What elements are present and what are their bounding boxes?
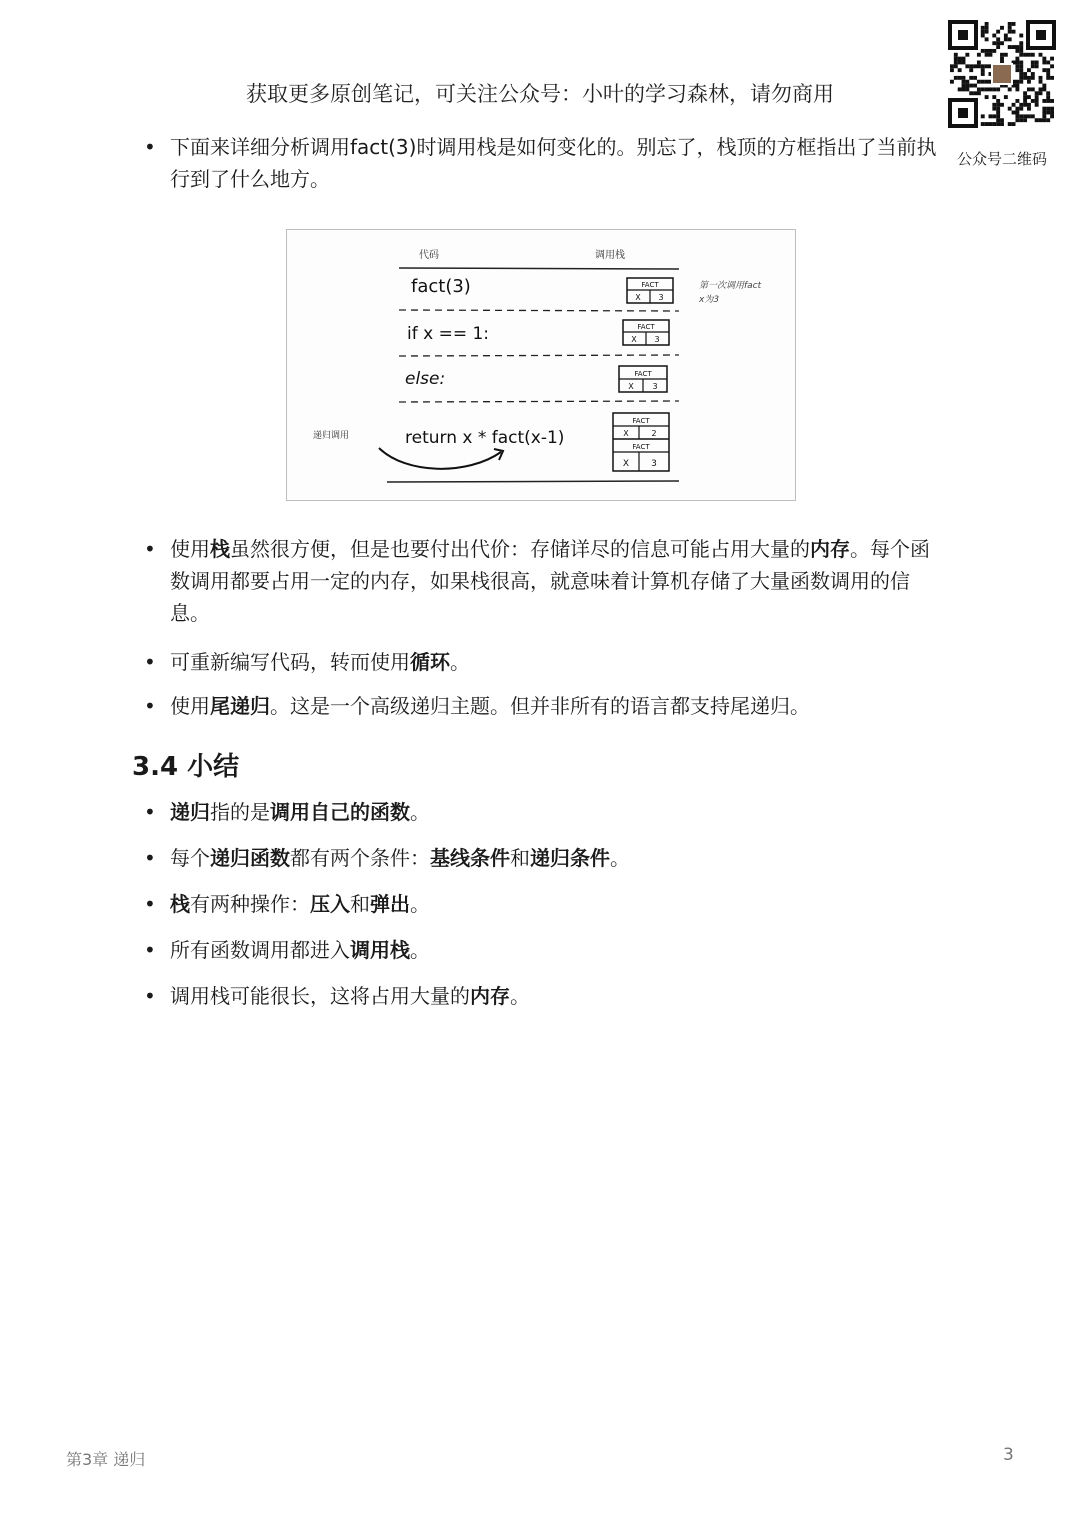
qr-module [1050, 107, 1054, 111]
qr-module [989, 49, 993, 53]
frame-label: FACT [632, 417, 650, 425]
qr-module [954, 57, 958, 61]
bullet-loop [170, 646, 940, 678]
text: 。 [410, 938, 430, 962]
summary-item [170, 888, 940, 920]
intro-text: 下面来详细分析调用fact(3)时调用栈是如何变化的。别忘了，栈顶的方框指出了当前执行到了什么地方。 [170, 135, 937, 191]
qr-module [954, 76, 958, 80]
qr-module [996, 103, 1000, 107]
bullet-cost [170, 533, 940, 629]
qr-module [1046, 107, 1050, 111]
frame-var: X [631, 335, 637, 344]
text: 指的是 [210, 800, 270, 824]
frame-value: 3 [658, 293, 664, 302]
qr-module [996, 111, 1000, 115]
text: 。 [510, 984, 530, 1008]
qr-module [1031, 53, 1035, 57]
qr-module [992, 49, 996, 53]
qr-module [1046, 118, 1050, 122]
stack-frame-double [613, 413, 669, 471]
frame-value: 3 [652, 382, 658, 391]
qr-module [1050, 114, 1054, 118]
qr-module [1012, 111, 1016, 115]
qr-module [1012, 103, 1016, 107]
qr-module [1042, 68, 1046, 72]
qr-module [965, 80, 969, 84]
frame-label: FACT [637, 323, 655, 331]
qr-module [1008, 26, 1012, 30]
text: 。这是一个高级递归主题。但并非所有的语言都支持尾递归。 [270, 694, 810, 718]
qr-module [969, 68, 973, 72]
qr-module [1042, 107, 1046, 111]
qr-module [996, 87, 1000, 91]
footer-chapter: 第3章 递归 [66, 1450, 146, 1469]
bold-text: 尾递归 [210, 694, 270, 718]
text: 和 [510, 846, 530, 870]
qr-module [1019, 68, 1023, 72]
qr-module [992, 103, 996, 107]
qr-module [985, 26, 989, 30]
qr-module [996, 30, 1000, 34]
figure-col-code: 代码 [419, 250, 439, 261]
qr-module [1004, 53, 1008, 57]
qr-module [1027, 103, 1031, 107]
qr-module [1000, 41, 1004, 45]
qr-module [1046, 76, 1050, 80]
page-number: 3 [1003, 1445, 1014, 1465]
figure-side-note: 第一次调用fact [699, 281, 762, 291]
qr-module [1042, 114, 1046, 118]
text: 。每个函数调用都要占用一定的内存，如果栈很高，就意味着计算机存储了大量函数调用的信息。 [170, 537, 930, 625]
qr-module [950, 64, 954, 68]
text: 调用栈可能很长，这将占用大量的 [170, 984, 470, 1008]
frame-value: 3 [651, 459, 657, 469]
qr-module [981, 30, 985, 34]
qr-avatar [992, 64, 1012, 84]
qr-module [1019, 76, 1023, 80]
bold-text: 压入 [310, 892, 350, 916]
qr-module [989, 114, 993, 118]
qr-module [1015, 61, 1019, 65]
qr-module [1008, 22, 1012, 26]
figure-code-row: else: [405, 369, 446, 389]
qr-module [1019, 41, 1023, 45]
summary-item [170, 796, 940, 828]
qr-module [989, 87, 993, 91]
frame-value: 3 [654, 335, 660, 344]
qr-module [958, 61, 962, 65]
qr-module [1039, 87, 1043, 91]
qr-module [1031, 72, 1035, 76]
qr-module [1031, 99, 1035, 103]
qr-module [1035, 91, 1039, 95]
qr-module [1008, 30, 1012, 34]
text: 和 [350, 892, 370, 916]
qr-module [981, 80, 985, 84]
text: 可重新编写代码，转而使用 [170, 650, 410, 674]
summary-item [170, 934, 940, 966]
qr-module [1015, 114, 1019, 118]
qr-module [1042, 57, 1046, 61]
bold-text: 递归 [170, 800, 210, 824]
qr-module [1050, 99, 1054, 103]
frame-var: X [623, 429, 629, 438]
qr-module [992, 114, 996, 118]
qr-module [1019, 103, 1023, 107]
qr-module [973, 84, 977, 88]
qr-module [996, 122, 1000, 126]
qr-module [1035, 95, 1039, 99]
qr-module [1046, 61, 1050, 65]
qr-module [950, 80, 954, 84]
qr-module [1000, 53, 1004, 57]
qr-module [1008, 37, 1012, 41]
qr-module [992, 87, 996, 91]
qr-module [1019, 80, 1023, 84]
qr-code [948, 20, 1056, 128]
bold-text: 栈 [170, 892, 190, 916]
qr-module [985, 37, 989, 41]
qr-module [996, 114, 1000, 118]
qr-module [1027, 53, 1031, 57]
qr-module [1004, 37, 1008, 41]
qr-module [992, 107, 996, 111]
qr-module [969, 91, 973, 95]
qr-module [1039, 76, 1043, 80]
figure-code-row: return x * fact(x-1) [405, 428, 565, 448]
qr-module [985, 87, 989, 91]
qr-module [1039, 80, 1043, 84]
text: 所有函数调用都进入 [170, 938, 350, 962]
text: 使用 [170, 694, 210, 718]
frame-label: FACT [632, 443, 650, 451]
qr-module [962, 61, 966, 65]
qr-module [962, 87, 966, 91]
qr-module [1050, 76, 1054, 80]
qr-module [958, 76, 962, 80]
text: 。 [450, 650, 470, 674]
qr-module [1015, 64, 1019, 68]
frame-var: X [628, 382, 634, 391]
qr-module [989, 53, 993, 57]
qr-module [1008, 45, 1012, 49]
qr-module [1023, 99, 1027, 103]
bold-text: 内存 [470, 984, 510, 1008]
qr-module [1012, 30, 1016, 34]
qr-module [985, 64, 989, 68]
qr-module [992, 122, 996, 126]
qr-module [981, 49, 985, 53]
qr-module [1023, 95, 1027, 99]
qr-module [1042, 61, 1046, 65]
summary-item [170, 980, 940, 1012]
qr-module [958, 87, 962, 91]
qr-module [1039, 53, 1043, 57]
qr-module [1019, 61, 1023, 65]
qr-module [954, 53, 958, 57]
text: 。 [410, 800, 430, 824]
qr-module [992, 41, 996, 45]
qr-module [985, 53, 989, 57]
qr-module [1027, 95, 1031, 99]
text: 使用 [170, 537, 210, 561]
bold-text: 调用自己的函数 [270, 800, 410, 824]
frame-var: X [635, 293, 641, 302]
bold-text: 弹出 [370, 892, 410, 916]
qr-module [962, 80, 966, 84]
qr-module [981, 122, 985, 126]
qr-module [1046, 91, 1050, 95]
qr-module [1046, 111, 1050, 115]
qr-module [1023, 118, 1027, 122]
qr-module [1050, 57, 1054, 61]
qr-module [1031, 61, 1035, 65]
qr-module [977, 61, 981, 65]
bullet-tail-recursion [170, 690, 940, 722]
text: 都有两个条件： [290, 846, 430, 870]
header-notice: 获取更多原创笔记，可关注公众号：小叶的学习森林，请勿商用 [246, 82, 834, 106]
qr-module [1015, 87, 1019, 91]
qr-module [1015, 107, 1019, 111]
qr-module [992, 95, 996, 99]
text: 。 [410, 892, 430, 916]
qr-module [985, 49, 989, 53]
qr-module [1015, 118, 1019, 122]
frame-var: X [622, 459, 630, 469]
qr-module [954, 61, 958, 65]
qr-module [1035, 99, 1039, 103]
qr-module [1015, 99, 1019, 103]
figure-col-stack: 调用栈 [595, 250, 625, 261]
qr-module [1019, 34, 1023, 38]
qr-module [1042, 99, 1046, 103]
figure-divider [399, 401, 679, 402]
qr-module [1019, 53, 1023, 57]
qr-module [1046, 99, 1050, 103]
qr-module [1012, 22, 1016, 26]
qr-module [996, 118, 1000, 122]
text: 有两种操作： [190, 892, 310, 916]
qr-module [1000, 26, 1004, 30]
qr-module [969, 76, 973, 80]
qr-module [962, 76, 966, 80]
qr-module [977, 87, 981, 91]
qr-module [977, 53, 981, 57]
qr-module [1042, 84, 1046, 88]
qr-module [1031, 114, 1035, 118]
figure-side-note: x为3 [699, 295, 720, 305]
figure-divider [399, 310, 679, 311]
qr-module [1015, 49, 1019, 53]
qr-module [977, 80, 981, 84]
qr-module [1027, 68, 1031, 72]
qr-module [950, 68, 954, 72]
bold-text: 栈 [210, 537, 230, 561]
qr-module [965, 64, 969, 68]
qr-module [1023, 53, 1027, 57]
qr-module [1035, 103, 1039, 107]
text: 虽然很方便，但是也要付出代价：存储详尽的信息可能占用大量的 [230, 537, 810, 561]
qr-module [965, 53, 969, 57]
qr-module [1042, 118, 1046, 122]
qr-module [985, 30, 989, 34]
qr-module [1039, 118, 1043, 122]
qr-module [1050, 111, 1054, 115]
qr-module [996, 37, 1000, 41]
figure-bottom-rule [387, 481, 679, 482]
summary-item [170, 842, 940, 874]
qr-module [1035, 118, 1039, 122]
qr-module [981, 87, 985, 91]
qr-module [977, 91, 981, 95]
qr-module [1008, 87, 1012, 91]
qr-module [962, 57, 966, 61]
bullet-intro [170, 131, 940, 195]
qr-module [1042, 87, 1046, 91]
bold-text: 循环 [410, 650, 450, 674]
qr-module [962, 84, 966, 88]
bold-text: 递归函数 [210, 846, 290, 870]
bold-text: 基线条件 [430, 846, 510, 870]
qr-module [1050, 64, 1054, 68]
qr-module [1023, 91, 1027, 95]
qr-module [1015, 111, 1019, 115]
frame-label: FACT [634, 370, 652, 378]
qr-module [1004, 95, 1008, 99]
qr-module [981, 72, 985, 76]
qr-module [1008, 122, 1012, 126]
qr-module [1019, 107, 1023, 111]
qr-module [1019, 114, 1023, 118]
qr-module [1015, 84, 1019, 88]
qr-module [1031, 87, 1035, 91]
qr-module [973, 76, 977, 80]
qr-module [969, 64, 973, 68]
qr-module [965, 87, 969, 91]
qr-module [1015, 68, 1019, 72]
qr-module [996, 107, 1000, 111]
qr-module [1023, 72, 1027, 76]
qr-module [1015, 57, 1019, 61]
frame-label: FACT [641, 281, 659, 289]
qr-module [1019, 49, 1023, 53]
qr-module [1027, 80, 1031, 84]
qr-module [1046, 68, 1050, 72]
qr-module [985, 122, 989, 126]
qr-module [985, 80, 989, 84]
qr-module [1023, 76, 1027, 80]
qr-module [1000, 122, 1004, 126]
qr-module [973, 91, 977, 95]
qr-module [981, 34, 985, 38]
qr-module [992, 34, 996, 38]
stack-frame [623, 320, 669, 345]
qr-module [1000, 118, 1004, 122]
qr-module [981, 64, 985, 68]
section-title: 3.4 小结 [132, 752, 240, 782]
figure-top-rule [399, 268, 679, 269]
bold-text: 递归条件 [530, 846, 610, 870]
qr-module [1027, 87, 1031, 91]
qr-module [985, 95, 989, 99]
qr-module [1004, 34, 1008, 38]
qr-module [1008, 107, 1012, 111]
qr-module [965, 84, 969, 88]
bold-text: 调用栈 [350, 938, 410, 962]
text: 。 [610, 846, 630, 870]
qr-module [1035, 61, 1039, 65]
figure-left-note: 递归调用 [313, 431, 350, 441]
qr-module [1035, 64, 1039, 68]
qr-module [1015, 45, 1019, 49]
qr-module [981, 114, 985, 118]
qr-module [1012, 45, 1016, 49]
frame-value: 2 [651, 429, 657, 438]
qr-module [958, 57, 962, 61]
qr-module [1019, 64, 1023, 68]
figure-code-row: if x == 1: [407, 324, 490, 344]
qr-module [958, 68, 962, 72]
qr-module [1027, 76, 1031, 80]
qr-module [981, 26, 985, 30]
figure-divider [399, 355, 679, 356]
qr-module [981, 68, 985, 72]
qr-caption: 公众号二维码 [956, 150, 1047, 168]
qr-module [1046, 72, 1050, 76]
qr-module [1015, 80, 1019, 84]
qr-module [1042, 111, 1046, 115]
qr-module [1019, 118, 1023, 122]
stack-frame [619, 366, 667, 392]
qr-module [973, 64, 977, 68]
qr-module [1027, 114, 1031, 118]
bold-text: 内存 [810, 537, 850, 561]
qr-module [996, 99, 1000, 103]
qr-module [1023, 114, 1027, 118]
text: 每个 [170, 846, 210, 870]
qr-module [985, 22, 989, 26]
qr-module [1046, 95, 1050, 99]
call-stack-figure [286, 229, 796, 501]
qr-module [1000, 103, 1004, 107]
qr-module [1019, 72, 1023, 76]
qr-module [996, 41, 1000, 45]
qr-module [1023, 103, 1027, 107]
qr-module [1019, 45, 1023, 49]
qr-module [1000, 57, 1004, 61]
qr-module [954, 64, 958, 68]
qr-module [969, 84, 973, 88]
qr-module [989, 122, 993, 126]
qr-module [1031, 76, 1035, 80]
qr-module [977, 64, 981, 68]
qr-module [1031, 64, 1035, 68]
stack-frame [627, 278, 673, 303]
qr-module [1039, 91, 1043, 95]
qr-module [1027, 107, 1031, 111]
qr-module [1012, 122, 1016, 126]
qr-module [996, 45, 1000, 49]
figure-code-row: fact(3) [411, 276, 471, 297]
recursion-arrow [379, 448, 501, 469]
